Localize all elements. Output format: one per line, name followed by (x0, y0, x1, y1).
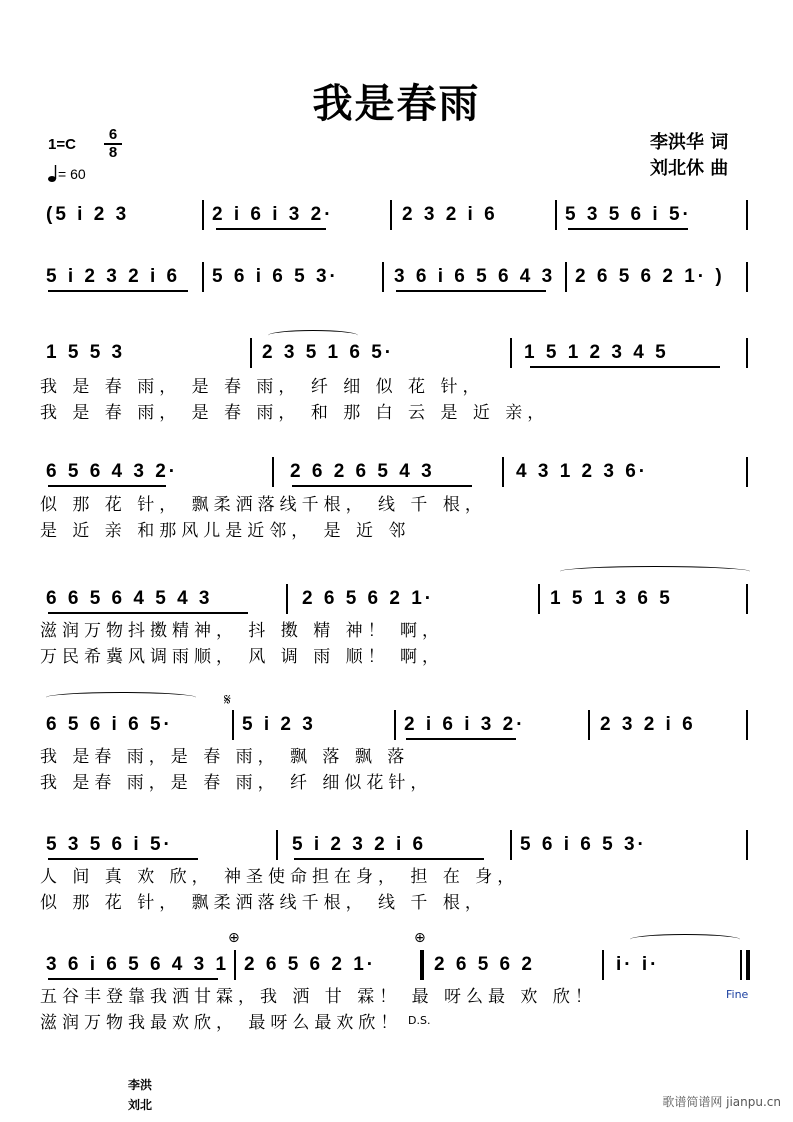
measure: 2 6 2 6 5 4 3 (290, 461, 435, 482)
barline (602, 950, 604, 980)
score-row-1 (40, 198, 760, 258)
lyric-verse-1: 我 是 春 雨， 是 春 雨， 纤 细 似 花 针， (40, 377, 485, 397)
beam (530, 366, 720, 368)
barline (746, 338, 748, 368)
measure: 6 5 6 4 3 2· (46, 461, 179, 482)
measure: 2 i 6 i 3 2· (212, 204, 334, 225)
measure: 6 5 6 i 6 5· (46, 714, 173, 735)
lyric-verse-2: 似 那 花 针， 飘柔洒落线千根， 线 千 根， (40, 893, 487, 913)
lyric-verse-2: 是 近 亲 和那风儿是近邻， 是 近 邻 (40, 521, 411, 541)
measure: 5 6 i 6 5 3· (520, 834, 647, 855)
beam (48, 290, 188, 292)
watermark: 歌谱简谱网 jianpu.cn (662, 1095, 781, 1109)
beam (292, 485, 472, 487)
page-title: 我是春雨 (312, 81, 481, 127)
beam (48, 858, 198, 860)
barline (565, 262, 567, 292)
barline (286, 584, 288, 614)
slur (560, 566, 750, 577)
barline (555, 200, 557, 230)
measure: 5 3 5 6 i 5· (565, 204, 692, 225)
barline (272, 457, 274, 487)
measure: 2 6 5 6 2 1· ) (575, 266, 725, 287)
repeat-barline (420, 950, 424, 980)
measure: 6 6 5 6 4 5 4 3 (46, 588, 213, 609)
meter-bottom: 8 (104, 143, 122, 161)
measure: 1 5 5 3 (46, 342, 126, 363)
quarter-note-icon (48, 165, 58, 183)
ds-mark: D.S. (408, 1014, 431, 1027)
lyricist-credit: 李洪华 词 (650, 132, 729, 153)
slur (46, 692, 196, 703)
lyric-verse-2: 我 是 春 雨， 是 春 雨， 和 那 白 云 是 近 亲， (40, 403, 550, 423)
fine-mark: Fine (726, 988, 749, 1001)
slur (268, 330, 358, 341)
measure: 5 3 5 6 i 5· (46, 834, 173, 855)
barline (250, 338, 252, 368)
footer-line-2: 刘北 (128, 1098, 153, 1112)
meter-top: 6 (108, 126, 118, 143)
barline (588, 710, 590, 740)
tempo-value: = 60 (58, 166, 86, 182)
lyric-verse-1: 似 那 花 针， 飘柔洒落线千根， 线 千 根， (40, 495, 487, 515)
lyric-verse-2: 我 是春 雨，是 春 雨， 纤 细似花针， (40, 773, 433, 793)
measure: 1 5 1 2 3 4 5 (524, 342, 669, 363)
barline (746, 584, 748, 614)
barline (232, 710, 234, 740)
lyric-verse-1: 人 间 真 欢 欣， 神圣使命担在身， 担 在 身， (40, 867, 520, 887)
key-signature: 1=C (48, 136, 76, 153)
lyric-verse-2: 滋润万物我最欢欣， 最呀么最欢欣！ (40, 1013, 403, 1033)
measure: 5 i 2 3 (242, 714, 316, 735)
measure: 2 6 5 6 2 (434, 954, 535, 975)
measure: 2 3 2 i 6 (600, 714, 696, 735)
barline (746, 710, 748, 740)
measure: (5 i 2 3 (46, 204, 130, 225)
barline (746, 200, 748, 230)
lyric-verse-1: 我 是春 雨，是 春 雨， 飘 落 飘 落 (40, 747, 410, 767)
barline (746, 830, 748, 860)
tempo-mark (48, 165, 86, 183)
score-row-2 (40, 260, 760, 320)
measure: 3 6 i 6 5 6 4 3 (394, 266, 556, 287)
slur (630, 934, 740, 945)
beam (568, 228, 688, 230)
measure: 2 3 2 i 6 (402, 204, 498, 225)
segno-icon: 𝄋 (224, 690, 231, 709)
measure: 2 6 5 6 2 1· (244, 954, 377, 975)
coda-icon: ⊕ (414, 930, 426, 946)
measure: 2 6 5 6 2 1· (302, 588, 435, 609)
barline (382, 262, 384, 292)
beam (216, 228, 326, 230)
barline (202, 200, 204, 230)
measure: 4 3 1 2 3 6· (516, 461, 649, 482)
beam (48, 978, 218, 980)
barline (746, 262, 748, 292)
footer-line-1: 李洪 (128, 1078, 153, 1092)
measure: 5 i 2 3 2 i 6 (46, 266, 181, 287)
final-barline (746, 950, 750, 980)
measure: 1 5 1 3 6 5 (550, 588, 673, 609)
lyric-verse-2: 万民希冀风调雨顺， 风 调 雨 顺！ 啊， (40, 647, 445, 667)
barline (510, 830, 512, 860)
barline (510, 338, 512, 368)
time-signature (104, 127, 122, 161)
measure: 2 i 6 i 3 2· (404, 714, 526, 735)
measure: i· i· (616, 954, 660, 975)
barline (390, 200, 392, 230)
measure: 5 i 2 3 2 i 6 (292, 834, 427, 855)
barline (394, 710, 396, 740)
measure: 5 6 i 6 5 3· (212, 266, 339, 287)
lyric-verse-1: 滋润万物抖擞精神， 抖 擞 精 神！ 啊， (40, 621, 445, 641)
barline (746, 457, 748, 487)
barline (502, 457, 504, 487)
barline (234, 950, 236, 980)
barline (276, 830, 278, 860)
lyric-verse-1: 五谷丰登靠我洒甘霖，我 洒 甘 霖！ 最 呀么最 欢 欣！ (40, 987, 597, 1007)
final-barline (740, 950, 742, 980)
barline (202, 262, 204, 292)
composer-credit: 刘北休 曲 (650, 158, 729, 179)
beam (396, 290, 546, 292)
beam (406, 738, 516, 740)
beam (294, 858, 484, 860)
measure: 2 3 5 1 6 5· (262, 342, 395, 363)
beam (48, 612, 248, 614)
beam (48, 485, 166, 487)
measure: 3 6 i 6 5 6 4 3 1 (46, 954, 230, 975)
coda-icon: ⊕ (228, 930, 240, 946)
barline (538, 584, 540, 614)
